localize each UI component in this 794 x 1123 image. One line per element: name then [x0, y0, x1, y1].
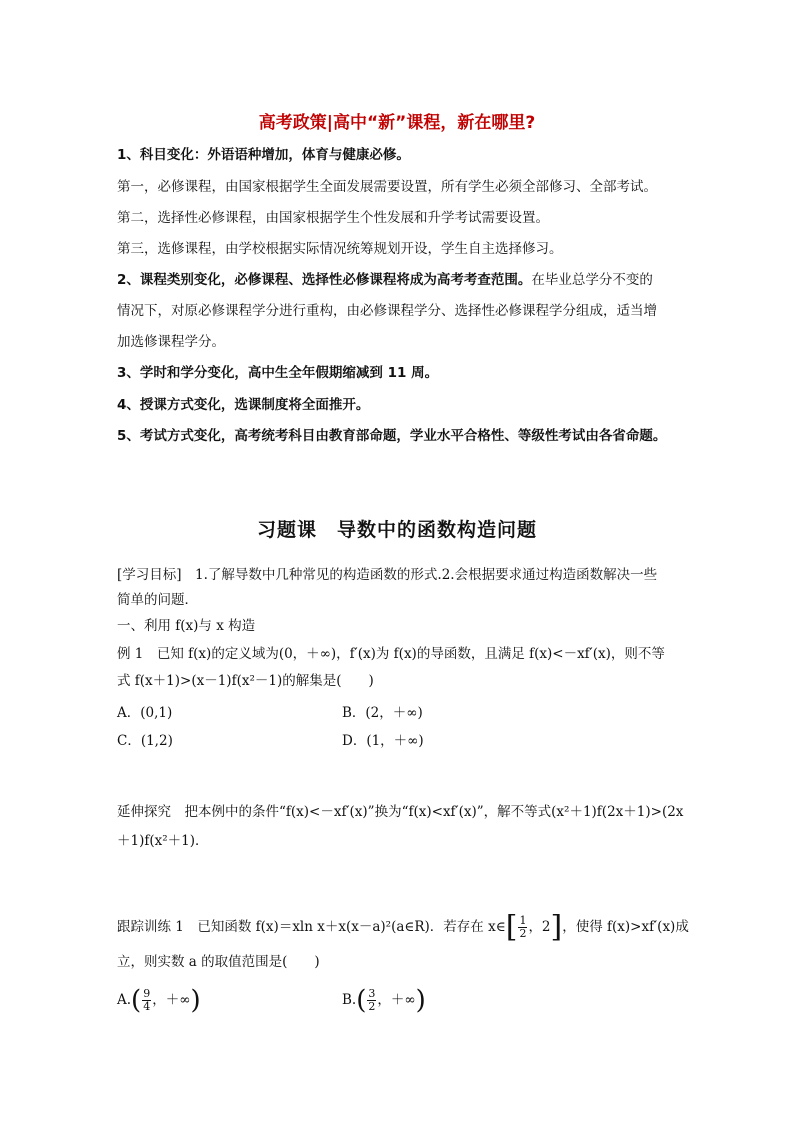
bracket-right-icon: ]	[550, 909, 563, 945]
paren-right-icon: )	[415, 985, 426, 1016]
example-1-line2: 式 f(x＋1)>(x－1)f(x²－1)的解集是( )	[117, 673, 374, 689]
tracking-mid: ，2	[528, 919, 551, 935]
tracking-exercise-line1	[117, 909, 689, 945]
fraction-nine-fourths: $\frac{9}{4}$	[143, 987, 151, 1013]
example-1-option-d: D．(1，＋∞)	[342, 733, 424, 749]
policy-point-2-cont2: 加选修课程学分。	[117, 334, 225, 350]
policy-point-2-rest: 在毕业总学分不变的	[531, 272, 653, 288]
example-1-option-b: B．(2，＋∞)	[342, 705, 423, 721]
bracket-left-icon: [	[505, 909, 518, 945]
policy-paragraph-first: 第一，必修课程，由国家根据学生全面发展需要设置，所有学生必须全部修习、全部考试。	[117, 179, 657, 195]
paren-right-icon: )	[190, 985, 201, 1016]
section-heading-1: 一、利用 f(x)与 x 构造	[117, 618, 256, 634]
extension-line2: ＋1)f(x²＋1)．	[117, 833, 209, 849]
learning-goal-line2: 简单的问题．	[117, 592, 198, 608]
policy-point-4: 4、授课方式变化，选课制度将全面推开。	[117, 397, 370, 413]
fraction-one-half: $\frac{1}{2}$	[519, 914, 527, 940]
learning-goal-line1: [学习目标] 1.了解导数中几种常见的构造函数的形式.2.会根据要求通过构造函数解决一些	[117, 567, 658, 583]
lesson-title: 习题课 导数中的函数构造问题	[256, 519, 537, 541]
paren-left-icon: (	[131, 985, 142, 1016]
tracking-pre: 跟踪训练 1 已知函数 f(x)＝xln x＋x(x－a)²(a∈R)．若存在 x∈	[117, 919, 506, 935]
example-1-option-c: C．(1,2)	[117, 733, 173, 749]
policy-title: 高考政策|高中“新”课程，新在哪里?	[258, 113, 536, 133]
tracking-option-b: B.( $\frac{3}{2}$ ，＋∞)	[342, 985, 426, 1016]
policy-point-2	[117, 271, 653, 289]
example-1-option-a: A．(0,1)	[117, 705, 173, 721]
tracking-post: ，使得 f(x)>xf′(x)成	[562, 919, 689, 935]
tracking-option-a: A.( $\frac{9}{4}$ ，＋∞)	[117, 985, 201, 1016]
paren-left-icon: (	[356, 985, 367, 1016]
policy-point-1: 1、科目变化：外语语种增加，体育与健康必修。	[117, 147, 410, 163]
extension-line1: 延伸探究 把本例中的条件“f(x)<－xf′(x)”换为“f(x)<xf′(x)”，解不等式(x²＋1)f(2x＋1)>(2x	[117, 804, 684, 820]
fraction-three-halves: $\frac{3}{2}$	[368, 987, 376, 1013]
policy-paragraph-second: 第二，选择性必修课程，由国家根据学生个性发展和升学考试需要设置。	[117, 210, 549, 226]
policy-point-2-cont1: 情况下，对原必修课程学分进行重构，由必修课程学分、选择性必修课程学分组成，适当增	[117, 303, 657, 319]
policy-point-2-bold: 2、课程类别变化，必修课程、选择性必修课程将成为高考考查范围。	[117, 272, 532, 288]
policy-paragraph-third: 第三，选修课程，由学校根据实际情况统筹规划开设，学生自主选择修习。	[117, 241, 563, 257]
policy-point-3: 3、学时和学分变化，高中生全年假期缩减到 11 周。	[117, 365, 439, 381]
policy-point-5: 5、考试方式变化，高考统考科目由教育部命题，学业水平合格性、等级性考试由各省命题。	[117, 428, 667, 444]
example-1-line1: 例 1 已知 f(x)的定义域为(0，＋∞)，f′(x)为 f(x)的导函数，且满足 f(x)<－xf′(x)，则不等	[117, 646, 665, 662]
tracking-exercise-line2: 立，则实数 a 的取值范围是( )	[117, 954, 320, 970]
